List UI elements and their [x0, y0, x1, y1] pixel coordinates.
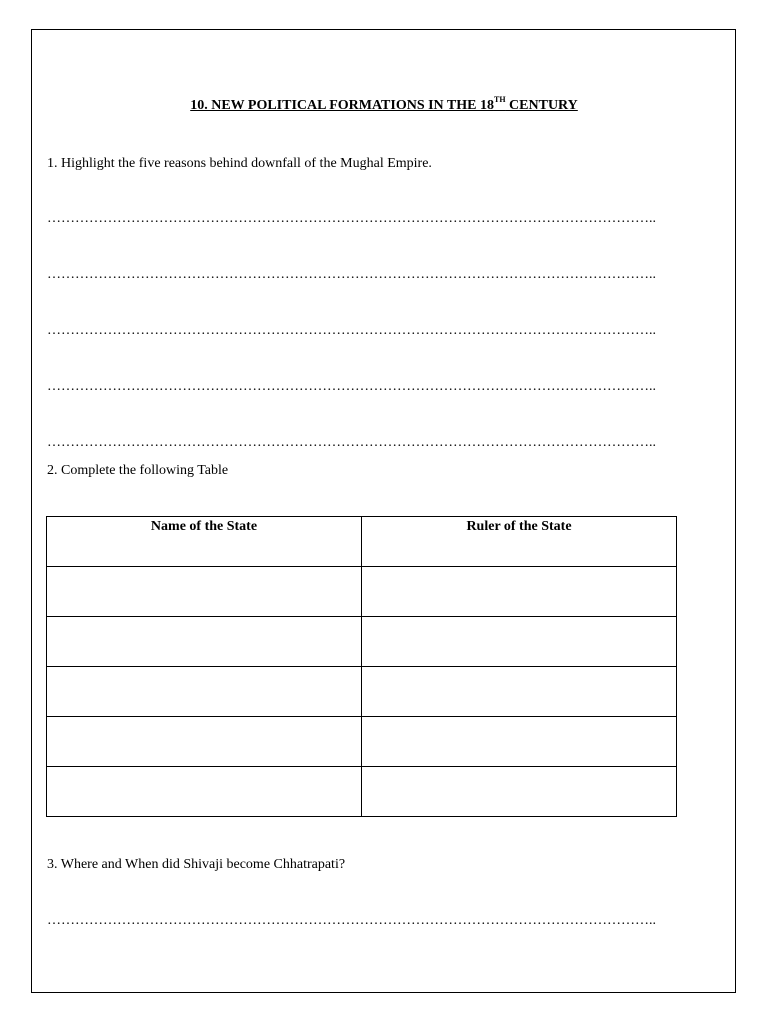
title-end: CENTURY: [505, 98, 578, 113]
page-border: [31, 29, 736, 993]
state-name-cell[interactable]: [47, 567, 362, 617]
answer-line-q1-2[interactable]: …………………………………………………………………………………………………………………..: [47, 267, 656, 282]
state-name-cell[interactable]: [47, 767, 362, 817]
table-row: [47, 617, 677, 667]
header-state-name: Name of the State: [47, 517, 362, 567]
worksheet-title: [0, 97, 768, 115]
title-superscript: TH: [493, 95, 506, 105]
question-2: 2. Complete the following Table: [47, 463, 229, 478]
ruler-name-cell[interactable]: [362, 567, 677, 617]
state-name-cell[interactable]: [47, 667, 362, 717]
table-row: [47, 567, 677, 617]
answer-line-q1-3[interactable]: …………………………………………………………………………………………………………………..: [47, 323, 656, 338]
ruler-name-cell[interactable]: [362, 717, 677, 767]
answer-line-q3-1[interactable]: …………………………………………………………………………………………………………………..: [47, 913, 656, 928]
answer-line-q1-5[interactable]: …………………………………………………………………………………………………………………..: [47, 435, 656, 450]
table-row: [47, 767, 677, 817]
state-ruler-table: [46, 516, 677, 817]
answer-line-q1-4[interactable]: …………………………………………………………………………………………………………………..: [47, 379, 656, 394]
ruler-name-cell[interactable]: [362, 767, 677, 817]
table-header-row: [47, 517, 677, 567]
title-main: 10. NEW POLITICAL FORMATIONS IN THE 18: [190, 98, 494, 113]
state-name-cell[interactable]: [47, 617, 362, 667]
answer-line-q1-1[interactable]: …………………………………………………………………………………………………………………..: [47, 211, 656, 226]
question-3: 3. Where and When did Shivaji become Chhatrapati?: [47, 857, 346, 872]
table-row: [47, 667, 677, 717]
ruler-name-cell[interactable]: [362, 667, 677, 717]
question-1: 1. Highlight the five reasons behind downfall of the Mughal Empire.: [47, 156, 432, 171]
header-ruler-name: Ruler of the State: [362, 517, 677, 567]
table-row: [47, 717, 677, 767]
ruler-name-cell[interactable]: [362, 617, 677, 667]
state-name-cell[interactable]: [47, 717, 362, 767]
